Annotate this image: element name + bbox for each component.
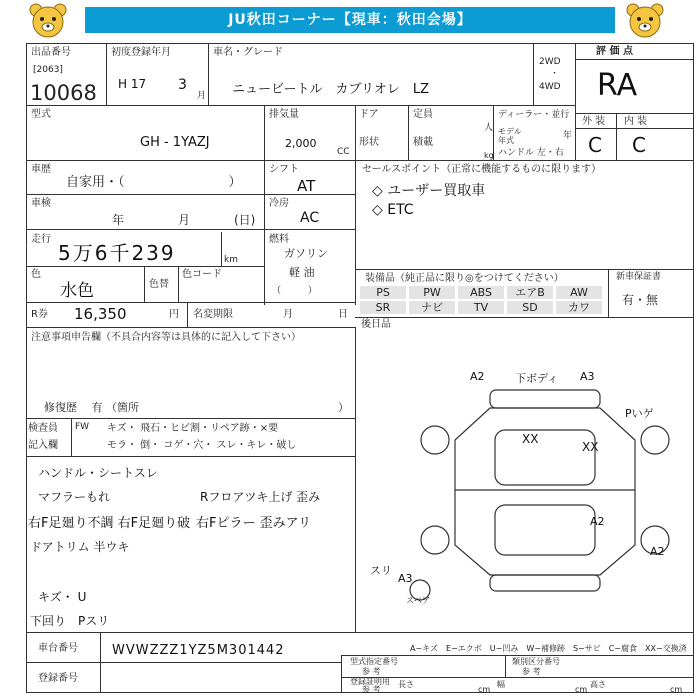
- cooler-label: 冷房: [269, 198, 289, 209]
- diag-a3: A3: [398, 572, 413, 585]
- remark-2: マフラーもれ: [38, 490, 111, 504]
- dealer-label: ディーラー・並行: [498, 110, 570, 120]
- exterior-grade: C: [588, 133, 602, 157]
- equipment-item: エアB: [507, 286, 553, 299]
- diag-sure: スリ: [370, 564, 392, 577]
- cert-sub: 参 考: [362, 685, 381, 694]
- equipment-item: PW: [409, 286, 455, 299]
- plate-label: 登録番号: [38, 673, 78, 684]
- diag-spare: スペア: [406, 596, 430, 605]
- remark-1: ハンドル・シートスレ: [38, 466, 158, 480]
- lot-label: 出品番号: [31, 47, 71, 58]
- displacement-unit: CC: [337, 147, 350, 157]
- cooler-value: AC: [300, 210, 320, 226]
- diag-right-top: Pいゲ: [625, 407, 654, 420]
- equipment-item: SD: [507, 301, 553, 314]
- length-cm: cm: [478, 685, 491, 694]
- exterior-label: 外 装: [582, 116, 606, 127]
- model-value: GH - 1YAZJ: [140, 135, 210, 150]
- fuel-paren: （ ）: [272, 286, 318, 296]
- class-label: 類別区分番号: [512, 657, 560, 666]
- car-name-label: 車名・グレード: [213, 47, 283, 58]
- check-label-2: 記入欄: [28, 440, 58, 451]
- inspection-day-unit: (日): [234, 213, 256, 227]
- registration-year: H 17: [118, 77, 147, 91]
- equipment-item: TV: [458, 301, 504, 314]
- length-label: 長さ: [398, 680, 414, 689]
- recycle-unit: 円: [169, 309, 179, 320]
- equipment-item: ABS: [458, 286, 504, 299]
- model-label: 型式: [31, 109, 51, 120]
- interior-label: 内 装: [624, 116, 648, 127]
- cert-label: 登録証明用: [350, 677, 390, 686]
- header-title: JU秋田コーナー【現車：秋田会場】: [85, 7, 615, 33]
- name-change-day: 日: [338, 309, 348, 320]
- remark-3: Rフロアツキ上げ 歪み: [200, 490, 321, 504]
- warranty-value: 有・無: [622, 293, 659, 307]
- diag-xx-2: XX: [582, 440, 599, 454]
- height-cm: cm: [670, 685, 683, 694]
- remark-6: ドアトリム 半ウキ: [30, 540, 130, 554]
- mileage-label: 走行: [31, 234, 51, 245]
- load-label: 積載: [413, 137, 433, 148]
- equipment-item: ナビ: [409, 301, 455, 314]
- chassis-value: WVWZZZ1YZ5M301442: [112, 643, 285, 658]
- year-unit: 年: [563, 131, 573, 141]
- shift-label: シフト: [269, 164, 299, 175]
- mileage-unit: km: [224, 255, 238, 265]
- registration-month: 3: [178, 77, 187, 93]
- equipment-item: SR: [360, 301, 406, 314]
- history-label: 車歴: [31, 164, 51, 175]
- recycle-label: R券: [31, 309, 48, 320]
- color-count-label: 色替: [149, 279, 169, 290]
- drive-2wd: 2WD: [539, 57, 561, 67]
- handle-label: ハンドル 左・右: [498, 148, 564, 158]
- color-code-label: 色コード: [182, 269, 222, 280]
- drive-dot: ・: [550, 69, 560, 79]
- inspection-month-unit: 月: [178, 213, 191, 227]
- displacement-label: 排気量: [269, 109, 299, 120]
- equipment-item: カワ: [556, 301, 602, 314]
- sales-point-2: ◇ ETC: [372, 202, 414, 218]
- diag-a3-top: A3: [580, 370, 595, 383]
- type-sub: 参 考: [362, 667, 381, 676]
- class-sub: 参 考: [522, 667, 541, 676]
- car-name-value: ニュービートル カブリオレ LZ: [232, 82, 429, 97]
- lot-code: [2063]: [33, 65, 63, 75]
- height-label: 高さ: [590, 680, 606, 689]
- chassis-label: 車台番号: [38, 643, 78, 654]
- inspection-label: 車検: [31, 198, 51, 209]
- sales-points-label: セールスポイント（正常に機能するものに限ります）: [362, 164, 602, 175]
- check-row-1: キズ・ 飛石・ヒビ割・リペア跡・×要: [107, 423, 279, 434]
- history-value: 自家用・（ ）: [66, 175, 242, 190]
- fuel-diesel: 軽 油: [289, 266, 315, 279]
- diag-xx-1: XX: [522, 432, 539, 446]
- kg-unit: kg: [484, 151, 494, 160]
- registration-month-unit: 月: [197, 91, 207, 101]
- warranty-label: 新車保証書: [616, 272, 662, 282]
- name-change-month: 月: [283, 309, 293, 320]
- legend-text: A−キズ E−エクボ U−凹み W−補修跡 S−サビ C−腐食 XX−交換済: [410, 644, 687, 653]
- color-label: 色: [31, 269, 41, 280]
- capacity-label: 定員: [413, 109, 433, 120]
- recycle-value: 16,350: [74, 305, 127, 323]
- diag-a2-right: A2: [650, 545, 665, 558]
- equipment-label: 装備品（純正品に限り◎をつけてください）: [365, 273, 564, 284]
- equipment-item: PS: [360, 286, 406, 299]
- width-cm: cm: [575, 685, 588, 694]
- diag-top-mid: 下ボディ: [515, 372, 559, 385]
- door-label: ドア: [359, 109, 379, 120]
- color-value: 水色: [60, 281, 94, 301]
- inspection-year-unit: 年: [112, 213, 125, 227]
- remark-5: 右Fピラー 歪みアリ: [196, 516, 312, 531]
- model-year-label: モデル 年式: [498, 127, 522, 145]
- remark-4: 右F足廻り不調 右F足廻り破: [28, 516, 191, 531]
- remark-7: キズ・ U: [38, 590, 87, 604]
- grade-label: 評 価 点: [596, 46, 633, 57]
- width-label: 幅: [497, 680, 505, 689]
- check-fw: FW: [75, 422, 90, 432]
- interior-grade: C: [632, 133, 646, 157]
- notes-label: 注意事項申告欄（不具合内容等は具体的に記入して下さい）: [31, 332, 301, 343]
- mileage-value: 5万6千239: [58, 241, 176, 265]
- shift-value: AT: [297, 177, 316, 195]
- aftermarket-label: 後日品: [361, 319, 391, 330]
- grade-score: RA: [597, 68, 638, 103]
- repair-label: 修復歴 有 （箇所: [44, 401, 139, 414]
- person-unit: 人: [484, 123, 494, 133]
- sales-point-1: ◇ ユーザー買取車: [372, 183, 486, 199]
- registration-label: 初度登録年月: [111, 47, 171, 58]
- type-label: 型式指定番号: [350, 657, 398, 666]
- check-label-1: 検査員: [28, 423, 58, 434]
- repair-close: ）: [338, 401, 349, 414]
- lot-number: 10068: [30, 81, 97, 105]
- fuel-label: 燃料: [269, 234, 289, 245]
- displacement-value: 2,000: [285, 137, 317, 150]
- diag-a2-mid: A2: [590, 515, 605, 528]
- equipment-item: AW: [556, 286, 602, 299]
- remark-8: 下回り Pスリ: [30, 614, 110, 628]
- drive-4wd: 4WD: [539, 82, 561, 92]
- shape-label: 形状: [359, 137, 379, 148]
- name-change-label: 名変期限: [193, 309, 233, 320]
- check-row-2: モラ・ 倒・ コゲ・穴・ スレ・キレ・破し: [107, 440, 297, 451]
- diag-a2-top: A2: [470, 370, 485, 383]
- fuel-gasoline: ガソリン: [284, 247, 328, 260]
